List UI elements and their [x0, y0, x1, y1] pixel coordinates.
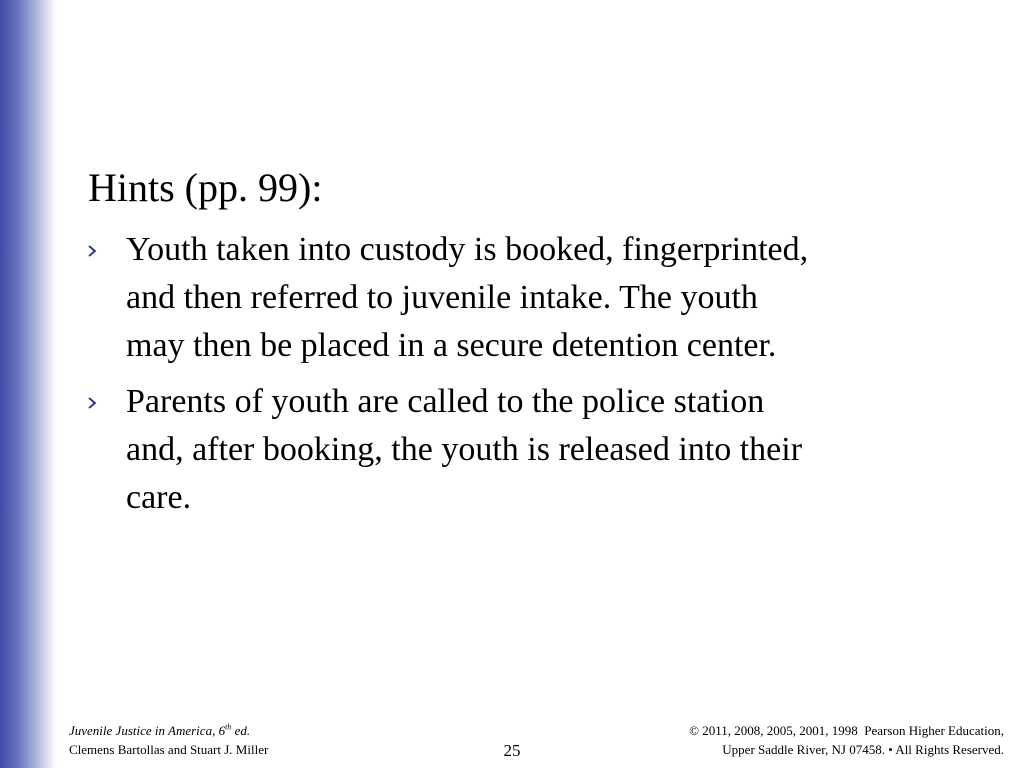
chevron-right-icon	[88, 397, 100, 409]
bullet-text-line: care.	[126, 479, 192, 516]
slide-heading: Hints (pp. 99):	[88, 165, 323, 210]
bullet-item	[88, 378, 948, 522]
chevron-right-icon	[88, 245, 100, 257]
side-gradient-band	[0, 0, 56, 768]
bullet-item	[88, 226, 948, 370]
page-number: 25	[503, 741, 521, 760]
bullet-list	[88, 226, 948, 530]
book-title-suffix: ed.	[231, 723, 251, 738]
book-authors: Clemens Bartollas and Stuart J. Miller	[69, 742, 269, 757]
bullet-text-line: Youth taken into custody is booked, fingerprinted,	[126, 231, 809, 268]
copyright-line-1: © 2011, 2008, 2005, 2001, 1998 Pearson Higher Education,	[689, 723, 1004, 738]
book-title-text: Juvenile Justice in America, 6	[69, 723, 226, 738]
bullet-text-line: may then be placed in a secure detention center.	[126, 327, 777, 364]
copyright-line-2: Upper Saddle River, NJ 07458. • All Rights Reserved.	[722, 742, 1004, 757]
bullet-text-line: and then referred to juvenile intake. The youth	[126, 279, 758, 316]
footer-copyright	[689, 721, 1004, 759]
bullet-text-line: and, after booking, the youth is released into their	[126, 431, 803, 468]
footer-book-info	[69, 721, 268, 759]
bullet-text-line: Parents of youth are called to the police station	[126, 383, 765, 420]
edition-superscript: th	[225, 722, 232, 732]
book-title	[69, 721, 268, 740]
